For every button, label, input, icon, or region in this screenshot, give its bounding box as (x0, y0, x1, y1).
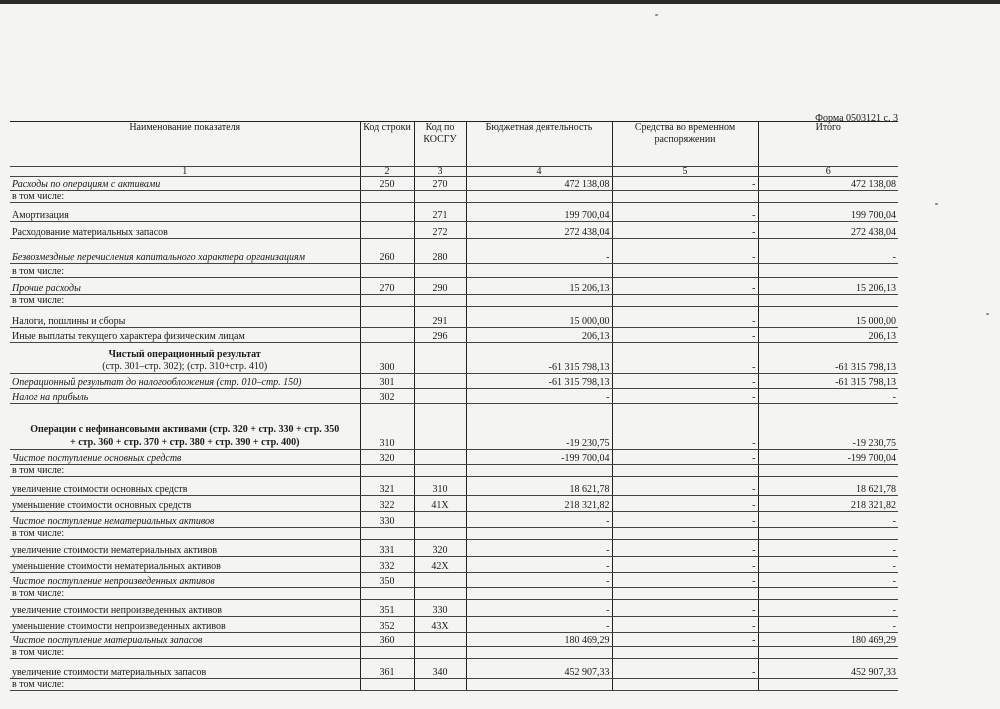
table-row (10, 633, 898, 647)
row-indicator-name: Чистое поступление непроизведенных активов (10, 573, 360, 588)
table-row (10, 617, 898, 633)
row-total-value: 472 138,08 (758, 177, 898, 191)
row-line-code (360, 307, 414, 328)
scan-speck (935, 203, 938, 205)
row-total-value: - (758, 573, 898, 588)
table-row (10, 374, 898, 389)
row-kosgu-code (414, 264, 466, 278)
row-temporary-value: - (612, 659, 758, 679)
column-number: 2 (360, 167, 414, 177)
row-indicator-name: в том числе: (10, 264, 360, 278)
row-budget-value: 472 138,08 (466, 177, 612, 191)
row-indicator-name: в том числе: (10, 295, 360, 307)
row-indicator-title: Операции с нефинансовыми активами (стр. 320 + стр. 330 + стр. 350 (30, 424, 340, 435)
row-budget-value (466, 647, 612, 659)
row-temporary-value (612, 528, 758, 540)
row-budget-value: 180 469,29 (466, 633, 612, 647)
row-indicator-name: Иные выплаты текущего характера физическим лицам (10, 328, 360, 343)
row-temporary-value: - (612, 633, 758, 647)
row-total-value: 206,13 (758, 328, 898, 343)
table-row (10, 528, 898, 540)
row-kosgu-code: 310 (414, 477, 466, 496)
table-row (10, 465, 898, 477)
row-indicator-name (10, 343, 360, 374)
row-line-code: 270 (360, 278, 414, 295)
row-kosgu-code (414, 633, 466, 647)
form-code-label: Форма 0503121 с. 3 (815, 113, 898, 124)
row-total-value (758, 191, 898, 203)
row-kosgu-code (414, 588, 466, 600)
row-total-value (758, 264, 898, 278)
row-kosgu-code: 340 (414, 659, 466, 679)
row-kosgu-code (414, 528, 466, 540)
row-budget-value: 18 621,78 (466, 477, 612, 496)
row-kosgu-code: 271 (414, 203, 466, 222)
row-temporary-value: - (612, 600, 758, 617)
row-budget-value (466, 191, 612, 203)
row-budget-value: 15 206,13 (466, 278, 612, 295)
row-kosgu-code: 41Х (414, 496, 466, 512)
row-line-code: 331 (360, 540, 414, 557)
row-kosgu-code (414, 374, 466, 389)
row-line-code (360, 191, 414, 203)
row-kosgu-code (414, 512, 466, 528)
row-indicator-formula: (стр. 301–стр. 302); (стр. 310+стр. 410) (102, 361, 268, 372)
row-total-value: - (758, 557, 898, 573)
table-row (10, 512, 898, 528)
row-indicator-name: в том числе: (10, 647, 360, 659)
row-total-value: 180 469,29 (758, 633, 898, 647)
table-row (10, 307, 898, 328)
table-row (10, 295, 898, 307)
row-budget-value (466, 588, 612, 600)
row-temporary-value (612, 191, 758, 203)
row-line-code: 322 (360, 496, 414, 512)
row-total-value: - (758, 512, 898, 528)
row-budget-value: -61 315 798,13 (466, 343, 612, 374)
row-budget-value: 272 438,04 (466, 222, 612, 239)
row-temporary-value: - (612, 374, 758, 389)
table-row (10, 278, 898, 295)
row-line-code: 250 (360, 177, 414, 191)
row-line-code (360, 679, 414, 691)
row-temporary-value: - (612, 203, 758, 222)
row-temporary-value (612, 465, 758, 477)
table-row (10, 328, 898, 343)
row-total-value: 218 321,82 (758, 496, 898, 512)
column-number: 4 (466, 167, 612, 177)
row-budget-value: - (466, 389, 612, 404)
table-row (10, 477, 898, 496)
row-line-code: 350 (360, 573, 414, 588)
row-indicator-name: Чистое поступление основных средств (10, 450, 360, 465)
row-budget-value (466, 465, 612, 477)
table-row (10, 239, 898, 264)
row-line-code (360, 222, 414, 239)
row-indicator-name: увеличение стоимости нематериальных активов (10, 540, 360, 557)
row-budget-value (466, 528, 612, 540)
row-line-code: 361 (360, 659, 414, 679)
row-temporary-value: - (612, 343, 758, 374)
row-budget-value: - (466, 617, 612, 633)
row-indicator-formula: + стр. 360 + стр. 370 + стр. 380 + стр. 390 + стр. 400) (70, 437, 300, 448)
column-number: 3 (414, 167, 466, 177)
row-temporary-value: - (612, 617, 758, 633)
row-total-value: - (758, 239, 898, 264)
table-row (10, 191, 898, 203)
row-indicator-name: Операционный результат до налогообложения (стр. 010–стр. 150) (10, 374, 360, 389)
column-number-row (10, 167, 898, 177)
row-total-value: 452 907,33 (758, 659, 898, 679)
row-temporary-value: - (612, 278, 758, 295)
row-indicator-name: увеличение стоимости материальных запасов (10, 659, 360, 679)
row-line-code: 332 (360, 557, 414, 573)
row-kosgu-code (414, 295, 466, 307)
column-number: 6 (758, 167, 898, 177)
row-line-code (360, 203, 414, 222)
table-row (10, 264, 898, 278)
row-line-code: 360 (360, 633, 414, 647)
row-total-value: -199 700,04 (758, 450, 898, 465)
row-indicator-name: уменьшение стоимости нематериальных активов (10, 557, 360, 573)
row-budget-value: -61 315 798,13 (466, 374, 612, 389)
row-kosgu-code (414, 679, 466, 691)
row-kosgu-code: 291 (414, 307, 466, 328)
row-indicator-name: Прочие расходы (10, 278, 360, 295)
row-line-code: 352 (360, 617, 414, 633)
table-row (10, 573, 898, 588)
row-budget-value: - (466, 557, 612, 573)
row-total-value: - (758, 600, 898, 617)
row-indicator-name: увеличение стоимости непроизведенных активов (10, 600, 360, 617)
row-kosgu-code: 43Х (414, 617, 466, 633)
column-number: 5 (612, 167, 758, 177)
row-total-value: - (758, 389, 898, 404)
table-row (10, 496, 898, 512)
table-row (10, 222, 898, 239)
row-total-value: -19 230,75 (758, 404, 898, 450)
row-temporary-value: - (612, 307, 758, 328)
row-line-code: 301 (360, 374, 414, 389)
row-line-code: 260 (360, 239, 414, 264)
row-kosgu-code (414, 573, 466, 588)
row-budget-value: -199 700,04 (466, 450, 612, 465)
table-row (10, 203, 898, 222)
row-temporary-value: - (612, 540, 758, 557)
table-row (10, 647, 898, 659)
table-row (10, 659, 898, 679)
row-indicator-name: Чистое поступление материальных запасов (10, 633, 360, 647)
row-budget-value: -19 230,75 (466, 404, 612, 450)
row-kosgu-code: 330 (414, 600, 466, 617)
row-budget-value (466, 679, 612, 691)
row-line-code (360, 465, 414, 477)
row-temporary-value: - (612, 222, 758, 239)
header-line-code: Код строки (360, 122, 414, 167)
row-kosgu-code: 320 (414, 540, 466, 557)
row-budget-value: - (466, 239, 612, 264)
row-indicator-name: в том числе: (10, 465, 360, 477)
table-row (10, 404, 898, 450)
row-budget-value (466, 264, 612, 278)
row-total-value (758, 647, 898, 659)
header-indicator-name: Наименование показателя (10, 122, 360, 167)
row-line-code (360, 295, 414, 307)
row-total-value: 272 438,04 (758, 222, 898, 239)
row-kosgu-code (414, 191, 466, 203)
table-row (10, 177, 898, 191)
row-total-value (758, 679, 898, 691)
row-indicator-name: Расходы по операциям с активами (10, 177, 360, 191)
row-line-code (360, 328, 414, 343)
row-kosgu-code: 270 (414, 177, 466, 191)
row-temporary-value: - (612, 389, 758, 404)
row-temporary-value: - (612, 177, 758, 191)
row-total-value: -61 315 798,13 (758, 374, 898, 389)
row-line-code (360, 588, 414, 600)
row-line-code: 321 (360, 477, 414, 496)
row-total-value: -61 315 798,13 (758, 343, 898, 374)
row-indicator-name (10, 404, 360, 450)
row-line-code (360, 647, 414, 659)
table-body (10, 177, 898, 691)
table-row (10, 557, 898, 573)
row-line-code: 300 (360, 343, 414, 374)
row-indicator-name: в том числе: (10, 588, 360, 600)
scan-top-edge (0, 0, 1000, 4)
row-indicator-name: Безвозмездные перечисления капитального характера организациям (10, 239, 360, 264)
row-budget-value: 218 321,82 (466, 496, 612, 512)
row-budget-value: - (466, 573, 612, 588)
row-temporary-value (612, 679, 758, 691)
row-kosgu-code (414, 389, 466, 404)
row-budget-value: - (466, 540, 612, 557)
row-indicator-title: Чистый операционный результат (108, 349, 261, 360)
row-kosgu-code (414, 343, 466, 374)
row-indicator-name: Чистое поступление нематериальных активов (10, 512, 360, 528)
row-temporary-value: - (612, 477, 758, 496)
row-kosgu-code (414, 450, 466, 465)
row-line-code: 320 (360, 450, 414, 465)
row-indicator-name: Налог на прибыль (10, 389, 360, 404)
row-line-code: 310 (360, 404, 414, 450)
row-temporary-value: - (612, 512, 758, 528)
row-kosgu-code (414, 647, 466, 659)
table-row (10, 450, 898, 465)
row-total-value: - (758, 617, 898, 633)
row-total-value: 18 621,78 (758, 477, 898, 496)
row-temporary-value: - (612, 496, 758, 512)
row-budget-value: 199 700,04 (466, 203, 612, 222)
row-total-value: - (758, 540, 898, 557)
header-kosgu-code: Код по КОСГУ (414, 122, 466, 167)
row-indicator-name: увеличение стоимости основных средств (10, 477, 360, 496)
row-temporary-value (612, 647, 758, 659)
row-indicator-name: уменьшение стоимости непроизведенных активов (10, 617, 360, 633)
row-budget-value: - (466, 600, 612, 617)
row-kosgu-code (414, 404, 466, 450)
row-temporary-value: - (612, 239, 758, 264)
row-kosgu-code: 290 (414, 278, 466, 295)
table-row (10, 588, 898, 600)
row-line-code: 351 (360, 600, 414, 617)
row-indicator-name: в том числе: (10, 191, 360, 203)
row-temporary-value: - (612, 328, 758, 343)
row-kosgu-code: 272 (414, 222, 466, 239)
row-temporary-value: - (612, 573, 758, 588)
table-row (10, 679, 898, 691)
header-temporary-funds: Средства во временном распоряжении (612, 122, 758, 167)
row-temporary-value: - (612, 557, 758, 573)
row-budget-value: 452 907,33 (466, 659, 612, 679)
row-indicator-name: в том числе: (10, 679, 360, 691)
header-budget-activity: Бюджетная деятельность (466, 122, 612, 167)
financial-report-table (10, 121, 898, 691)
table-row (10, 389, 898, 404)
scan-speck (655, 14, 658, 16)
row-kosgu-code: 42Х (414, 557, 466, 573)
row-temporary-value: - (612, 450, 758, 465)
row-budget-value: - (466, 512, 612, 528)
column-number: 1 (10, 167, 360, 177)
row-total-value (758, 528, 898, 540)
row-indicator-name: уменьшение стоимости основных средств (10, 496, 360, 512)
row-line-code (360, 528, 414, 540)
row-total-value: 15 206,13 (758, 278, 898, 295)
row-total-value (758, 295, 898, 307)
row-kosgu-code: 280 (414, 239, 466, 264)
row-temporary-value: - (612, 404, 758, 450)
row-line-code (360, 264, 414, 278)
table-row (10, 343, 898, 374)
table-row (10, 600, 898, 617)
row-budget-value (466, 295, 612, 307)
row-line-code: 302 (360, 389, 414, 404)
row-indicator-name: Амортизация (10, 203, 360, 222)
row-temporary-value (612, 295, 758, 307)
table-row (10, 540, 898, 557)
table-header-row (10, 122, 898, 167)
row-total-value (758, 588, 898, 600)
row-total-value: 199 700,04 (758, 203, 898, 222)
header-total: Итого (758, 122, 898, 167)
row-total-value (758, 465, 898, 477)
row-indicator-name: Расходование материальных запасов (10, 222, 360, 239)
row-temporary-value (612, 588, 758, 600)
row-kosgu-code: 296 (414, 328, 466, 343)
row-kosgu-code (414, 465, 466, 477)
row-temporary-value (612, 264, 758, 278)
row-line-code: 330 (360, 512, 414, 528)
row-indicator-name: Налоги, пошлины и сборы (10, 307, 360, 328)
row-budget-value: 206,13 (466, 328, 612, 343)
row-budget-value: 15 000,00 (466, 307, 612, 328)
row-total-value: 15 000,00 (758, 307, 898, 328)
scan-speck (986, 313, 989, 315)
row-indicator-name: в том числе: (10, 528, 360, 540)
